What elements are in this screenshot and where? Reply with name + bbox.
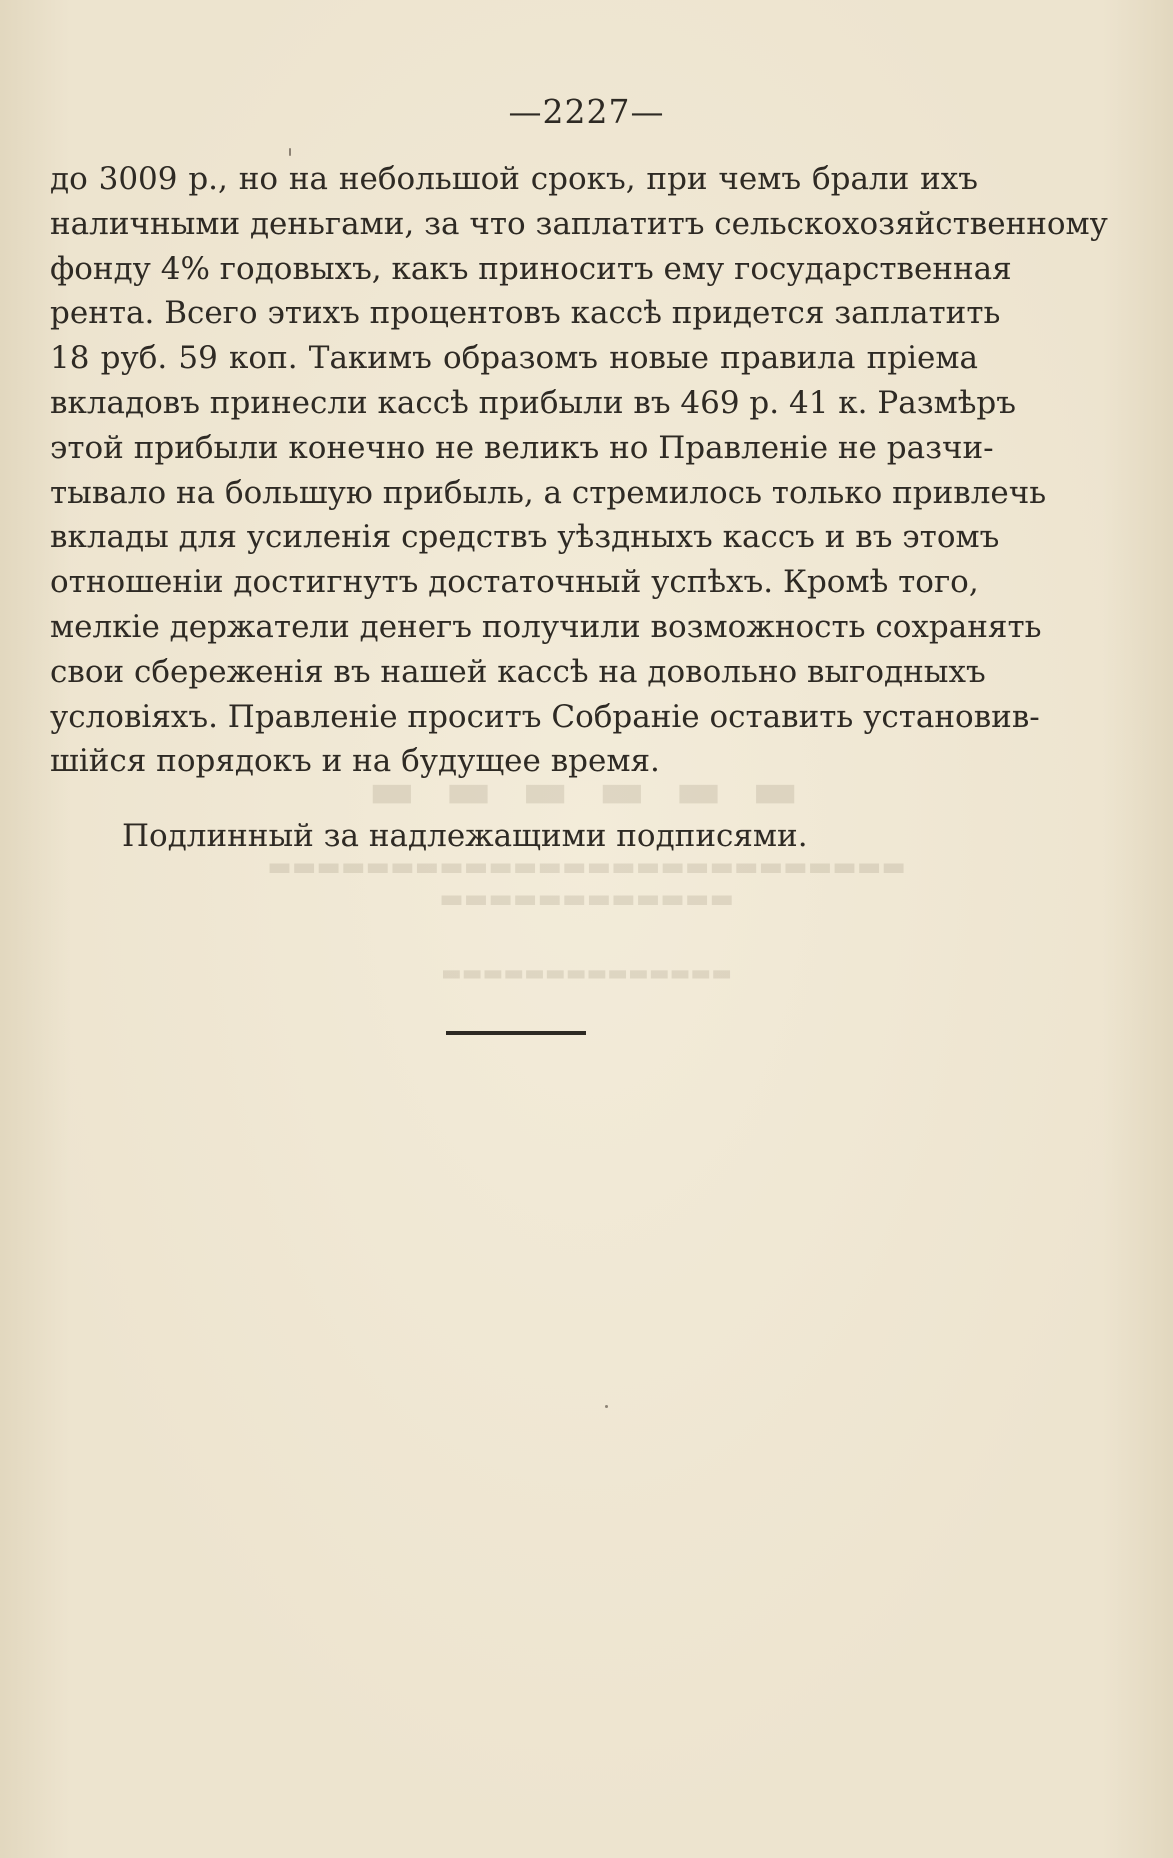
bleed-through-line: ▬▬▬▬▬▬▬▬▬▬▬▬▬▬ <box>440 960 732 986</box>
paper-speck <box>605 1405 608 1408</box>
paragraph-line: свои сбереженія въ нашей кассѣ на довольно выгодныхъ <box>50 653 986 690</box>
paragraph-line: фонду 4% годовыхъ, какъ приноситъ ему государственная <box>50 250 1012 287</box>
body-paragraph <box>50 157 1108 784</box>
page-number: —2227— <box>508 92 665 131</box>
signature-note: Подлинный за надлежащими подписями. <box>122 818 808 854</box>
paper-speck <box>289 148 291 156</box>
paragraph-line: отношеніи достигнутъ достаточный успѣхъ. Кромѣ того, <box>50 564 979 601</box>
paragraph-line: 18 руб. 59 коп. Такимъ образомъ новые правила пріема <box>50 340 978 377</box>
paragraph-line: до 3009 р., но на небольшой срокъ, при чемъ брали ихъ <box>50 161 978 197</box>
end-rule-divider <box>446 1031 586 1035</box>
paragraph-line: условіяхъ. Правленіе проситъ Собраніе оставить установив- <box>50 698 1040 735</box>
paragraph-line: рента. Всего этихъ процентовъ кассѣ придется заплатить <box>50 295 1001 332</box>
paragraph-line: наличными деньгами, за что заплатитъ сельскохозяйственному <box>50 205 1108 242</box>
paragraph-line: вкладовъ принесли кассѣ прибыли въ 469 р. 41 к. Размѣръ <box>50 384 1016 421</box>
paragraph-line: шійся порядокъ и на будущее время. <box>50 743 660 780</box>
bleed-through-line: ▬▬▬▬▬▬▬▬▬▬▬▬ <box>439 884 734 914</box>
bleed-through-heading: ▬ ▬ ▬ ▬ ▬ ▬ <box>368 760 805 819</box>
paragraph-line: мелкіе держатели денегъ получили возможность сохранять <box>50 608 1042 645</box>
paragraph-line: тывало на большую прибыль, а стремилось только привлечь <box>50 474 1047 511</box>
bleed-through-line: ▬▬▬▬▬▬▬▬▬▬▬▬▬▬▬▬▬▬▬▬▬▬▬▬▬▬ <box>267 852 906 882</box>
paragraph-line: вклады для усиленія средствъ уѣздныхъ кассъ и въ этомъ <box>50 519 1000 556</box>
paragraph-line: этой прибыли конечно не великъ но Правленіе не разчи- <box>50 429 994 466</box>
